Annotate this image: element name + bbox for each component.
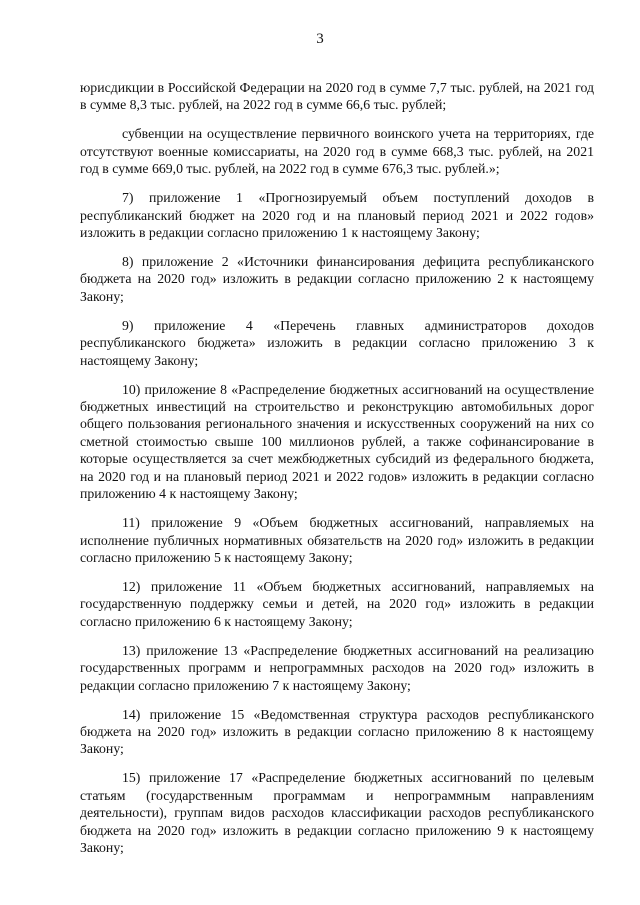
paragraph-item-11: 11) приложение 9 «Объем бюджетных ассигнований, направляемых на исполнение публичных нормативных обязательств на 2020 год» изложить в редакции согласно приложению 5 к настоящему Закону; bbox=[80, 515, 594, 565]
paragraph-item-15: 15) приложение 17 «Распределение бюджетных ассигнований по целевым статьям (государственным программам и непрограммным направлениям деятельности), группам видов расходов классификации расходов республиканского бюджета на 2020 год» изложить в редакции согласно приложению 9 к настоящему Закону; bbox=[80, 770, 594, 855]
paragraph-subventions-military-registration: субвенции на осуществление первичного воинского учета на территориях, где отсутствуют военные комиссариаты, на 2020 год в сумме 668,3 тыс. рублей, на 2021 год в сумме 669,0 тыс. рублей, на 2022 год в сумме 676,3 тыс. рублей.»; bbox=[80, 126, 594, 177]
paragraph-item-8: 8) приложение 2 «Источники финансирования дефицита республиканского бюджета на 2020 год» изложить в редакции согласно приложению 2 к настоящему Закону; bbox=[80, 254, 594, 304]
paragraph-item-12: 12) приложение 11 «Объем бюджетных ассигнований, направляемых на государственную поддержку семьи и детей, на 2020 год» изложить в редакции согласно приложению 6 к настоящему Закону; bbox=[80, 578, 594, 629]
paragraph-item-9: 9) приложение 4 «Перечень главных администраторов доходов республиканского бюджета» изложить в редакции согласно приложению 3 к настоящему Закону; bbox=[80, 317, 594, 368]
paragraph-item-14: 14) приложение 15 «Ведомственная структура расходов республиканского бюджета на 2020 год» изложить в редакции согласно приложению 8 к настоящему Закону; bbox=[80, 706, 594, 757]
paragraph-item-10: 10) приложение 8 «Распределение бюджетных ассигнований на осуществление бюджетных инвестиций на строительство и реконструкцию автомобильных дорог общего пользования регионального значения и искусственных сооружений на них со сметной стоимостью свыше 100 миллионов рублей, а также софинансирование в которые осуществляется за счет межбюджетных субсидий из федерального бюджета, на 2020 год и на плановый период 2021 и 2022 годов» изложить в редакции согласно приложению 4 к настоящему Закону; bbox=[80, 381, 594, 502]
page-number: 3 bbox=[316, 31, 324, 47]
paragraph-item-13: 13) приложение 13 «Распределение бюджетных ассигнований на реализацию государственных программ и непрограммных расходов на 2020 год» изложить в редакции согласно приложению 7 к настоящему Закону; bbox=[80, 642, 594, 693]
paragraph-item-7: 7) приложение 1 «Прогнозируемый объем поступлений доходов в республиканский бюджет на 2020 год и на плановый период 2021 и 2022 годов» изложить в редакции согласно приложению 1 к настоящему Закону; bbox=[80, 190, 594, 241]
paragraph-jurisdiction-continuation: юрисдикции в Российской Федерации на 2020 год в сумме 7,7 тыс. рублей, на 2021 год в сумме 8,3 тыс. рублей, на 2022 год в сумме 66,6 тыс. рублей; bbox=[80, 80, 594, 113]
document-body bbox=[80, 79, 594, 868]
